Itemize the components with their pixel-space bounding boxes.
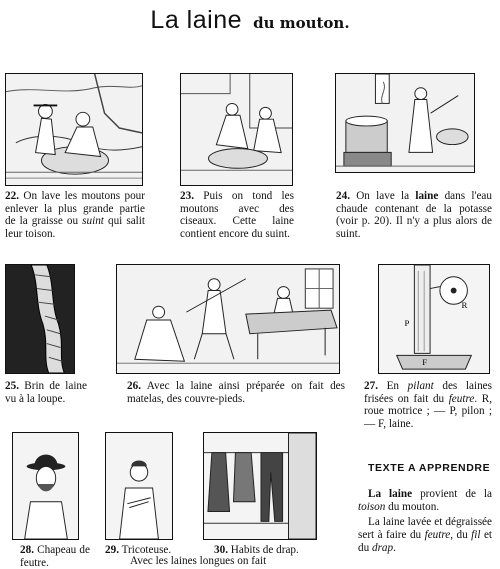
illustration-cloth-garments xyxy=(203,432,317,540)
title-main: La laine xyxy=(150,6,242,34)
lesson-paragraph-1 xyxy=(358,488,492,514)
caption-number: 27. xyxy=(364,380,378,392)
text-run: Chapeau de feutre. xyxy=(20,544,90,569)
title-sub: du mouton. xyxy=(253,14,350,32)
text-run: . R, roue motrice ; — P, pilon ; — F, laine. xyxy=(364,392,492,430)
caption-25 xyxy=(5,380,87,405)
text-run: pilant xyxy=(407,380,434,392)
illustration-washing-wool xyxy=(335,73,475,173)
caption-number: 29. xyxy=(105,544,119,556)
text-run: Brin de laine vu à la loupe. xyxy=(5,380,87,405)
caption-number: 24. xyxy=(336,190,350,202)
caption-26 xyxy=(127,380,345,405)
caption-number: 30. xyxy=(214,544,228,556)
text-run: Avec la laine ainsi préparée on fait des matelas, des couvre-pieds. xyxy=(127,380,345,405)
illustration-felt-hat xyxy=(12,432,79,540)
illustration-shearing xyxy=(180,73,293,186)
caption-28 xyxy=(20,544,90,569)
illustration-felt-press xyxy=(378,264,490,374)
text-run: toison xyxy=(358,501,386,513)
text-run: On lave la xyxy=(349,190,416,202)
caption-number: 22. xyxy=(5,190,19,202)
text-run: feutre xyxy=(424,529,451,541)
caption-number: 28. xyxy=(20,544,34,556)
label-laine: F xyxy=(422,357,428,368)
illustration-knitter xyxy=(105,432,173,540)
illustration-wool-fiber xyxy=(5,264,75,374)
text-run: La laine lavée et dégraissée sert à faire du xyxy=(358,516,492,541)
text-run: , du xyxy=(450,529,472,541)
caption-23 xyxy=(180,190,294,240)
text-run: Puis on tond les moutons avec des ciseaux. Cette laine contient encore du suint. xyxy=(180,190,294,240)
text-run: suint xyxy=(82,215,104,228)
text-run: . xyxy=(393,542,396,554)
caption-number: 23. xyxy=(180,190,194,202)
illustration-mattress-making xyxy=(116,264,340,374)
text-run: dans l'eau chaude contenant de la potasse (voir p. 20). Il n'y a plus alors de suint. xyxy=(336,190,492,240)
bottom-line: Avec les laines longues on fait xyxy=(130,555,267,567)
text-run: La laine xyxy=(368,488,413,500)
page-title xyxy=(0,6,500,35)
text-run: provient de la xyxy=(412,488,492,500)
section-heading: TEXTE A APPRENDRE xyxy=(368,462,491,474)
lesson-paragraph-2 xyxy=(358,516,492,555)
text-run: En xyxy=(377,380,408,392)
text-run: fil xyxy=(471,529,481,541)
text-run: drap xyxy=(371,542,394,554)
caption-number: 25. xyxy=(5,380,19,392)
text-run: On lave les moutons pour enlever la plus grande partie de la graisse ou xyxy=(5,190,145,228)
caption-24 xyxy=(336,190,492,240)
text-run: des laines frisées on fait du xyxy=(364,380,492,405)
label-pilon: P xyxy=(404,317,410,328)
caption-22 xyxy=(5,190,145,240)
caption-number: 26. xyxy=(127,380,141,392)
text-run: Tricoteuse. xyxy=(118,544,172,556)
text-run: du mouton. xyxy=(385,501,440,513)
text-run: laine xyxy=(415,190,439,202)
label-roue: R xyxy=(461,300,468,311)
illustration-washing-sheep xyxy=(5,73,143,186)
text-run: qui salit leur toison. xyxy=(5,215,145,240)
text-run: et du xyxy=(358,529,493,554)
text-run: Habits de drap. xyxy=(227,544,299,556)
caption-27 xyxy=(364,380,492,430)
text-run: feutre xyxy=(448,392,475,405)
